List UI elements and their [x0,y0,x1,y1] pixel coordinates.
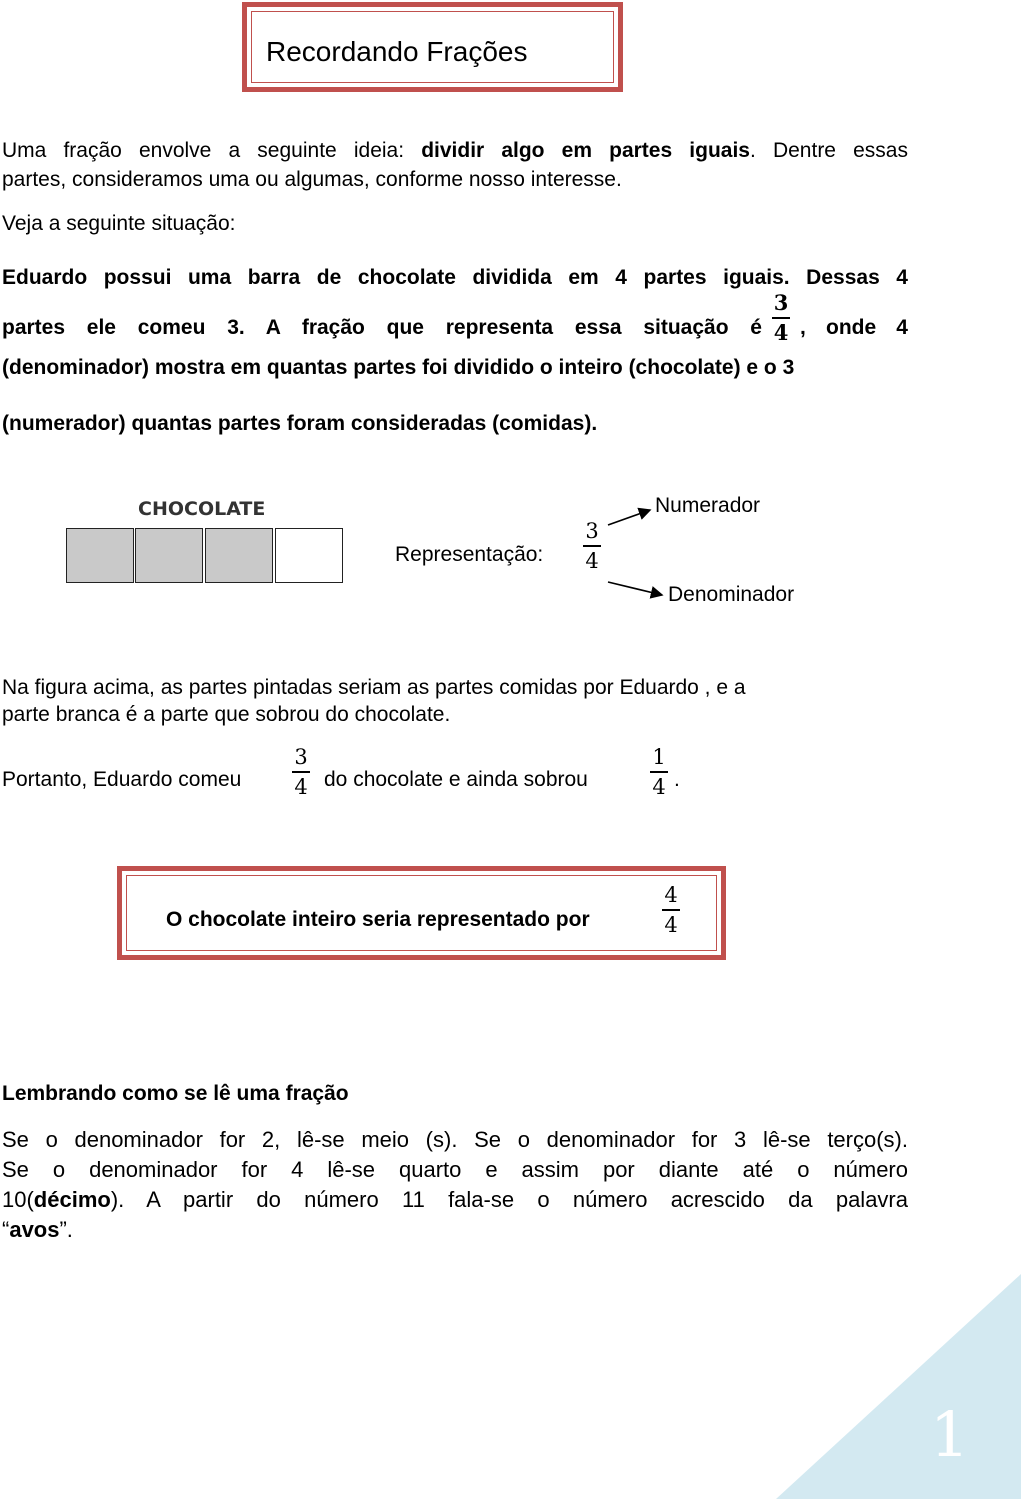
fraction-denominator: 4 [664,913,678,937]
explanation-line-2: parte branca é a parte que sobrou do chocolate. [2,703,451,726]
fraction-bar [583,545,601,547]
intro-line-1 [2,136,908,165]
reading-line-4-b: ”. [59,1217,73,1242]
explanation-line-1: Na figura acima, as partes pintadas seriam as partes comidas por Eduardo , e a [2,676,746,699]
situation-label: Veja a seguinte situação: [2,212,236,235]
page-title: Recordando Frações [266,36,528,67]
example-line-2b: , onde 4 [800,316,908,339]
example-fraction [769,292,793,344]
reading-line-4-a: “ [2,1217,10,1242]
intro-line-2: partes, consideramos uma ou algumas, conforme nosso interesse. [2,168,622,191]
reading-line-4 [2,1215,73,1245]
denominator-arrow [608,582,662,595]
reading-line-3-b: ). A partir do número 11 fala-se o número acrescido da palavra [110,1187,908,1212]
chocolate-piece-eaten [66,528,134,583]
eaten-fraction [289,746,313,798]
fraction-numerator: 3 [294,745,308,769]
fraction-numerator: 3 [585,519,599,543]
whole-box-text: O chocolate inteiro seria representado por [166,908,590,931]
fraction-numerator: 3 [773,290,789,315]
fraction-bar [650,771,668,773]
conclusion-text-a: Portanto, Eduardo comeu [2,768,242,791]
numerator-arrow [608,510,650,525]
example-line-3: (denominador) mostra em quantas partes foi dividido o inteiro (chocolate) e o 3 [2,356,795,379]
fraction-numerator: 1 [652,745,666,769]
conclusion-text-c: . [674,768,680,791]
whole-fraction [659,884,683,936]
intro-text-b: . Dentre essas [749,139,908,162]
intro-text-a: Uma fração envolve a seguinte ideia: [2,139,422,162]
representation-label: Representação: [395,543,544,566]
left-fraction [647,746,671,798]
fraction-denominator: 4 [773,320,789,345]
chocolate-piece-left [275,528,343,583]
fraction-numerator: 4 [664,883,678,907]
intro-bold: dividir algo em partes iguais [421,139,750,162]
example-line-2a: partes ele comeu 3. A fração que representa essa situação é [2,316,762,339]
reading-line-2: Se o denominador for 4 lê-se quarto e assim por diante até o número [2,1157,908,1182]
fraction-bar [662,909,680,911]
example-line-4: (numerador) quantas partes foram consideradas (comidas). [2,412,598,435]
numerator-label: Numerador [655,494,761,517]
fraction-denominator: 4 [652,775,666,799]
chocolate-label: CHOCOLATE [138,498,266,520]
example-line-1: Eduardo possui uma barra de chocolate dividida em 4 partes iguais. Dessas 4 [2,266,908,289]
denominator-label: Denominador [668,583,795,606]
reading-bold-decimo: décimo [33,1187,111,1212]
fraction-bar [772,317,790,319]
fraction-bar [292,771,310,773]
fraction-denominator: 4 [294,775,308,799]
page-corner-decoration [776,1274,1021,1499]
conclusion-text-b: do chocolate e ainda sobrou [324,768,588,791]
reading-line-3-a: 10( [2,1187,34,1212]
chocolate-piece-eaten [205,528,273,583]
reading-bold-avos: avos [9,1217,60,1242]
chocolate-piece-eaten [135,528,203,583]
reading-line-3 [2,1185,908,1215]
fraction-denominator: 4 [585,549,599,573]
reading-line-1: Se o denominador for 2, lê-se meio (s). Se o denominador for 3 lê-se terço(s). [2,1127,908,1152]
page-number: 1 [930,1398,970,1471]
reading-heading: Lembrando como se lê uma fração [2,1082,349,1105]
